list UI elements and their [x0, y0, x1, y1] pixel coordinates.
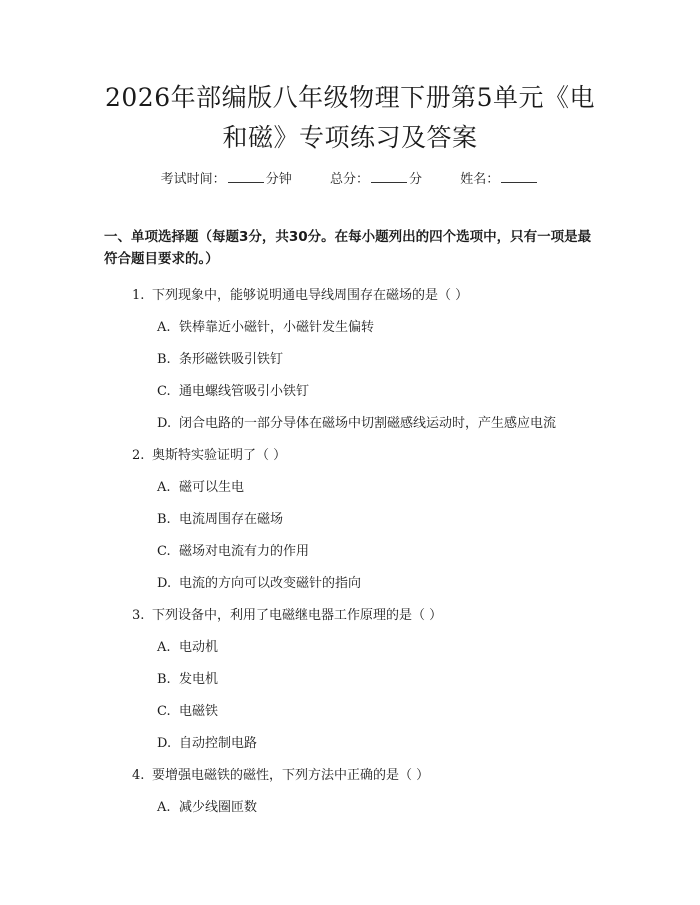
section-heading: 一、单项选择题（每题3分，共30分。在每小题列出的四个选项中，只有一项是最符合题目要求的。） — [104, 229, 592, 267]
question-text: 要增强电磁铁的磁性，下列方法中正确的是（ ） — [152, 768, 430, 783]
option-2c: C. 磁场对电流有力的作用 — [157, 544, 310, 559]
question-text: 奥斯特实验证明了（ ） — [152, 448, 287, 463]
question-1 — [132, 284, 468, 303]
time-label: 考试时间： — [160, 172, 226, 187]
title-line-1: 2026年部编版八年级物理下册第5单元《电 — [104, 83, 596, 112]
option-4a: A. 减少线圈匝数 — [157, 800, 258, 815]
option-1a: A. 铁棒靠近小磁针，小磁针发生偏转 — [157, 320, 375, 335]
exam-info-line — [0, 168, 700, 187]
time-blank — [228, 171, 264, 183]
option-1d: D. 闭合电路的一部分导体在磁场中切割磁感线运动时，产生感应电流 — [157, 416, 557, 431]
score-label: 总分： — [329, 172, 369, 187]
question-text: 下列现象中，能够说明通电导线周围存在磁场的是（ ） — [152, 288, 469, 303]
question-3 — [132, 604, 442, 623]
question-number: 2. — [132, 448, 145, 463]
option-3d: D. 自动控制电路 — [157, 736, 258, 751]
option-2b: B. 电流周围存在磁场 — [157, 512, 284, 527]
option-2a: A. 磁可以生电 — [157, 480, 245, 495]
name-label: 姓名： — [460, 172, 500, 187]
name-blank — [501, 171, 537, 183]
score-blank — [371, 171, 407, 183]
question-number: 1. — [132, 288, 145, 303]
question-number: 3. — [132, 608, 145, 623]
option-2d: D. 电流的方向可以改变磁针的指向 — [157, 576, 362, 591]
option-3b: B. 发电机 — [157, 672, 219, 687]
question-text: 下列设备中，利用了电磁继电器工作原理的是（ ） — [152, 608, 443, 623]
question-number: 4. — [132, 768, 145, 783]
question-4 — [132, 764, 429, 783]
option-1c: C. 通电螺线管吸引小铁钉 — [157, 384, 310, 399]
option-3a: A. 电动机 — [157, 640, 219, 655]
time-unit: 分钟 — [265, 172, 292, 187]
page-title — [90, 78, 610, 158]
question-2 — [132, 444, 286, 463]
score-unit: 分 — [409, 172, 423, 187]
option-1b: B. 条形磁铁吸引铁钉 — [157, 352, 284, 367]
option-3c: C. 电磁铁 — [157, 704, 219, 719]
title-line-2: 和磁》专项练习及答案 — [222, 123, 478, 152]
